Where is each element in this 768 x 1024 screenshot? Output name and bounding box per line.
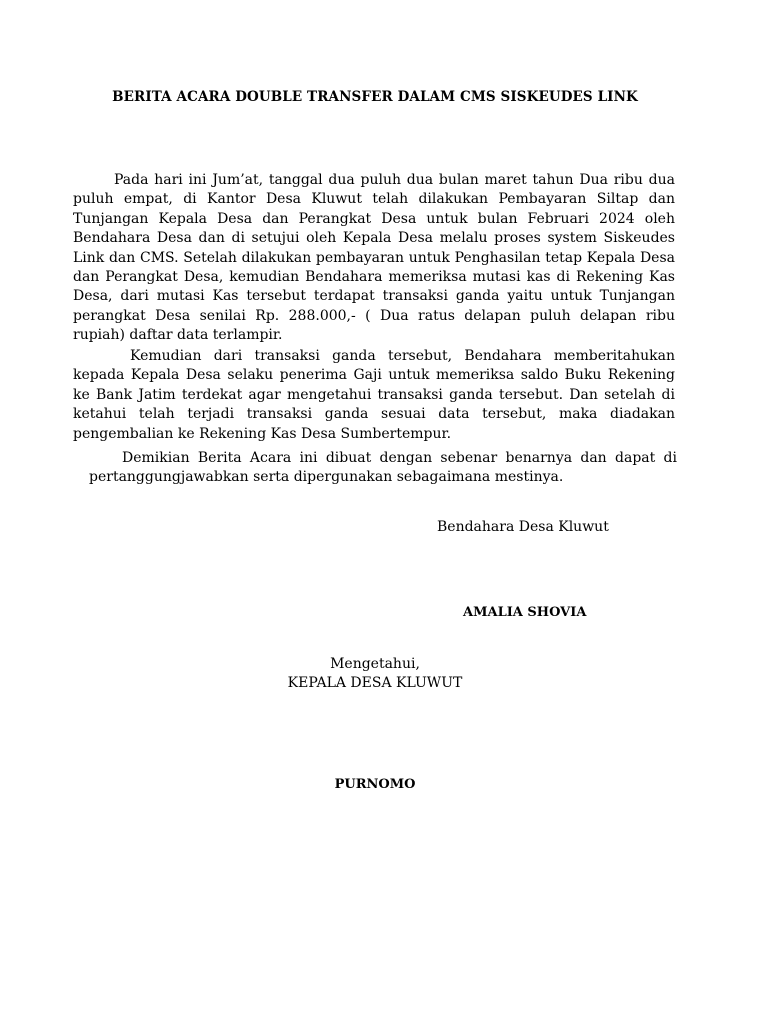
- acknowledgement-label: Mengetahui,: [330, 656, 420, 672]
- paragraph-2: Kemudian dari transaksi ganda tersebut, Bendahara memberitahukan kepada Kepala Desa selaku penerima Gaji untuk memeriksa saldo Buku Rekening ke Bank Jatim terdekat agar mengetahui transaksi ganda tersebut. Dan setelah di ketahui telah terjadi transaksi ganda sesuai data tersebut, maka diadakan pengembalian ke Rekening Kas Desa Sumbertempur.: [73, 348, 675, 442]
- document-title: BERITA ACARA DOUBLE TRANSFER DALAM CMS SISKEUDES LINK: [112, 89, 638, 105]
- treasurer-role: Bendahara Desa Kluwut: [437, 519, 609, 535]
- village-head-role: KEPALA DESA KLUWUT: [287, 675, 463, 691]
- village-head-name: PURNOMO: [334, 777, 416, 792]
- treasurer-name: AMALIA SHOVIA: [463, 605, 587, 620]
- paragraph-3: Demikian Berita Acara ini dibuat dengan sebenar benarnya dan dapat di pertanggungjawabkan serta dipergunakan sebagaimana mestinya.: [89, 450, 677, 486]
- paragraph-1: Pada hari ini Jum’at, tanggal dua puluh dua bulan maret tahun Dua ribu dua puluh empat, di Kantor Desa Kluwut telah dilakukan Pembayaran Siltap dan Tunjangan Kepala Desa dan Perangkat Desa untuk bulan Februari 2024 oleh Bendahara Desa dan di setujui oleh Kepala Desa melalu proses system Siskeudes Link dan CMS. Setelah dilakukan pembayaran untuk Penghasilan tetap Kepala Desa dan Perangkat Desa, kemudian Bendahara memeriksa mutasi kas di Rekening Kas Desa, dari mutasi Kas tersebut terdapat transaksi ganda yaitu untuk Tunjangan perangkat Desa senilai Rp. 288.000,- ( Dua ratus delapan puluh delapan ribu rupiah) daftar data terlampir.: [73, 172, 675, 344]
- acknowledgement-block: [240, 655, 510, 693]
